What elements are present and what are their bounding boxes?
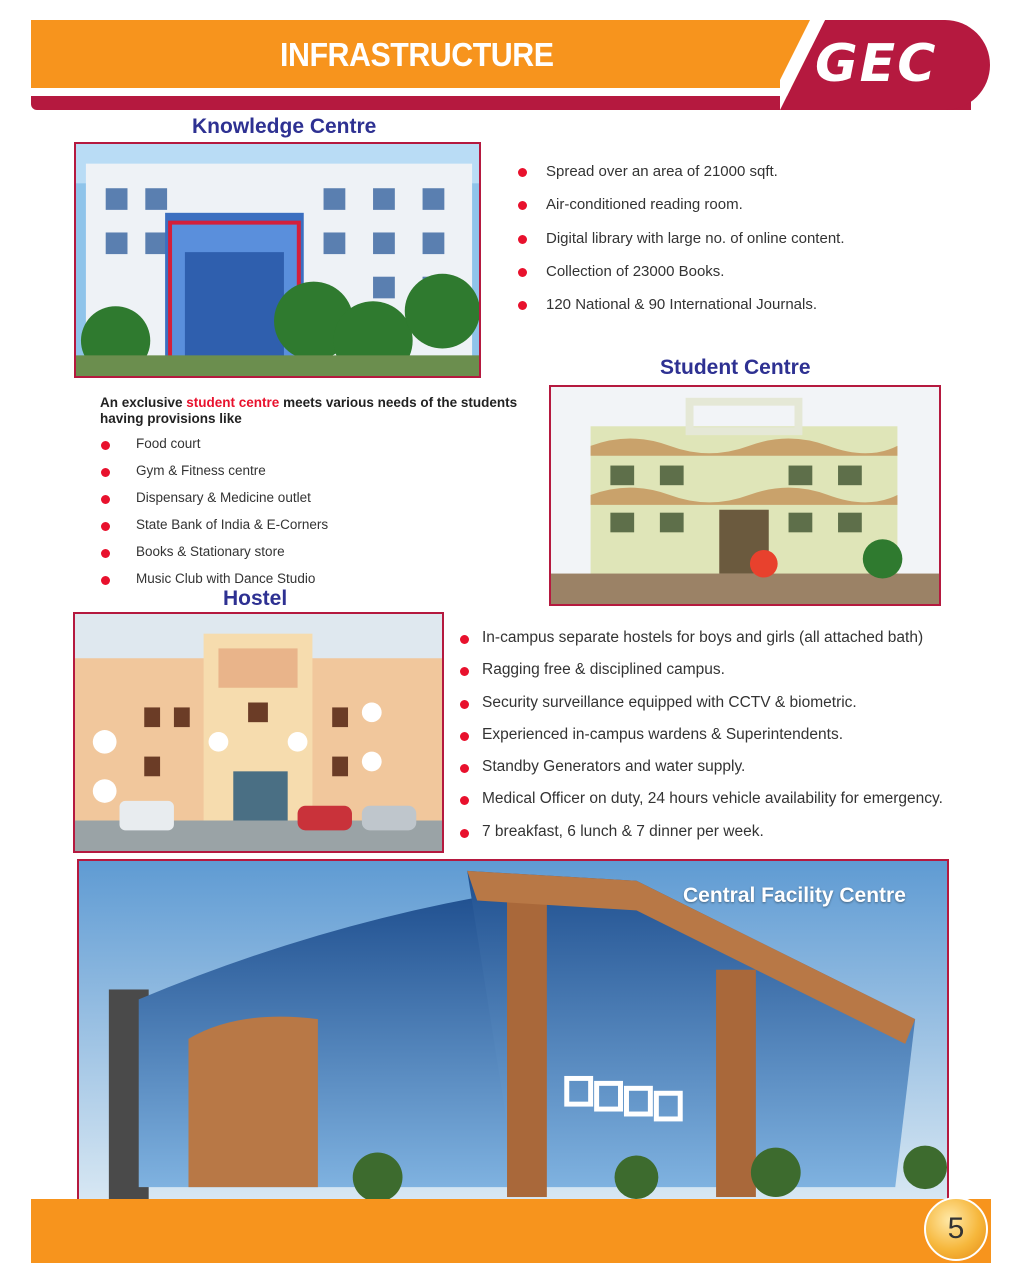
knowledge-centre-list <box>518 163 938 329</box>
student-centre-photo <box>549 385 941 606</box>
logo-text: GEC <box>815 34 938 94</box>
page-title: INFRASTRUCTURE <box>280 36 554 73</box>
list-item: Gym & Fitness centre <box>100 463 480 490</box>
list-item: 7 breakfast, 6 lunch & 7 dinner per week. <box>460 823 980 855</box>
list-item: State Bank of India & E-Corners <box>100 517 480 544</box>
bullet-icon <box>460 667 469 676</box>
bullet-icon <box>101 522 110 531</box>
bullet-icon <box>101 441 110 450</box>
bullet-icon <box>518 268 527 277</box>
footer-bar <box>31 1199 991 1263</box>
list-item: Books & Stationary store <box>100 544 480 571</box>
list-item: Spread over an area of 21000 sqft. <box>518 163 938 196</box>
bullet-icon <box>460 635 469 644</box>
list-item: Air-conditioned reading room. <box>518 196 938 229</box>
bullet-icon <box>101 468 110 477</box>
intro-highlight: student centre <box>186 395 280 410</box>
student-centre-heading: Student Centre <box>660 356 811 379</box>
list-item: Experienced in-campus wardens & Superintendents. <box>460 726 980 758</box>
bullet-icon <box>460 700 469 709</box>
student-centre-intro: An exclusive student centre meets various needs of the students having provisions like <box>100 395 518 426</box>
list-item: Digital library with large no. of online content. <box>518 230 938 263</box>
bullet-icon <box>101 549 110 558</box>
bullet-icon <box>101 576 110 585</box>
central-facility-photo <box>77 859 949 1201</box>
list-item: Ragging free & disciplined campus. <box>460 661 980 693</box>
list-item: Music Club with Dance Studio <box>100 571 480 598</box>
list-item: In-campus separate hostels for boys and girls (all attached bath) <box>460 629 980 661</box>
bullet-icon <box>460 764 469 773</box>
list-item: 120 National & 90 International Journals. <box>518 296 938 329</box>
bullet-icon <box>460 829 469 838</box>
bullet-icon <box>460 796 469 805</box>
bullet-icon <box>101 495 110 504</box>
list-item: Dispensary & Medicine outlet <box>100 490 480 517</box>
list-item: Security surveillance equipped with CCTV & biometric. <box>460 694 980 726</box>
knowledge-centre-photo <box>74 142 481 378</box>
hostel-photo <box>73 612 444 853</box>
hostel-list <box>460 629 980 855</box>
hostel-heading: Hostel <box>223 587 288 610</box>
bullet-icon <box>518 201 527 210</box>
central-facility-heading: Central Facility Centre <box>683 884 906 907</box>
list-item: Collection of 23000 Books. <box>518 263 938 296</box>
bullet-icon <box>518 235 527 244</box>
list-item: Medical Officer on duty, 24 hours vehicle availability for emergency. <box>460 790 980 822</box>
bullet-icon <box>460 732 469 741</box>
student-centre-list <box>100 436 480 598</box>
knowledge-centre-heading: Knowledge Centre <box>192 115 377 138</box>
list-item: Standby Generators and water supply. <box>460 758 980 790</box>
bullet-icon <box>518 168 527 177</box>
page-number: 5 <box>924 1197 988 1261</box>
list-item: Food court <box>100 436 480 463</box>
bullet-icon <box>518 301 527 310</box>
